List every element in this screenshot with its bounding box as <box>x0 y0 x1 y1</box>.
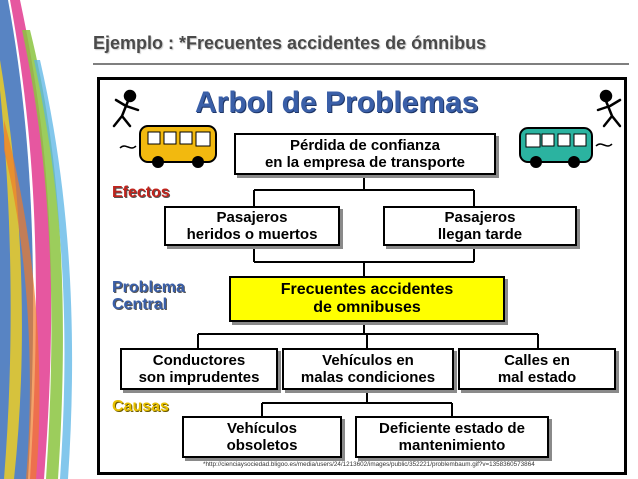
source-url: *http://cienciaysociedad.bligoo.es/media/users/24/1213602/images/public/352221/problembaum.gif?v=1358360573864 <box>203 461 535 468</box>
central-problem-box: Frecuentes accidentes de omnibuses <box>229 276 505 322</box>
cause-box-streets: Calles en mal estado <box>458 348 616 390</box>
subcause-box-maintenance: Deficiente estado de mantenimiento <box>355 416 549 458</box>
cause-box-vehicles: Vehículos en malas condiciones <box>282 348 454 390</box>
label-efectos: Efectos <box>112 184 170 201</box>
cause-box-drivers: Conductores son imprudentes <box>120 348 278 390</box>
effect-box-injured: Pasajeros heridos o muertos <box>164 206 340 246</box>
diagram-title: Arbol de Problemas <box>195 86 479 119</box>
label-problema-central: Problema Central <box>112 279 185 313</box>
top-effect-box: Pérdida de confianza en la empresa de transporte <box>234 133 496 175</box>
ribbon-decoration <box>0 0 90 479</box>
slide-title: Ejemplo : *Frecuentes accidentes de ómnibus <box>93 33 487 53</box>
effect-box-late: Pasajeros llegan tarde <box>383 206 577 246</box>
title-divider <box>93 63 629 65</box>
subcause-box-obsolete: Vehículos obsoletos <box>182 416 342 458</box>
label-causas: Causas <box>112 398 169 415</box>
